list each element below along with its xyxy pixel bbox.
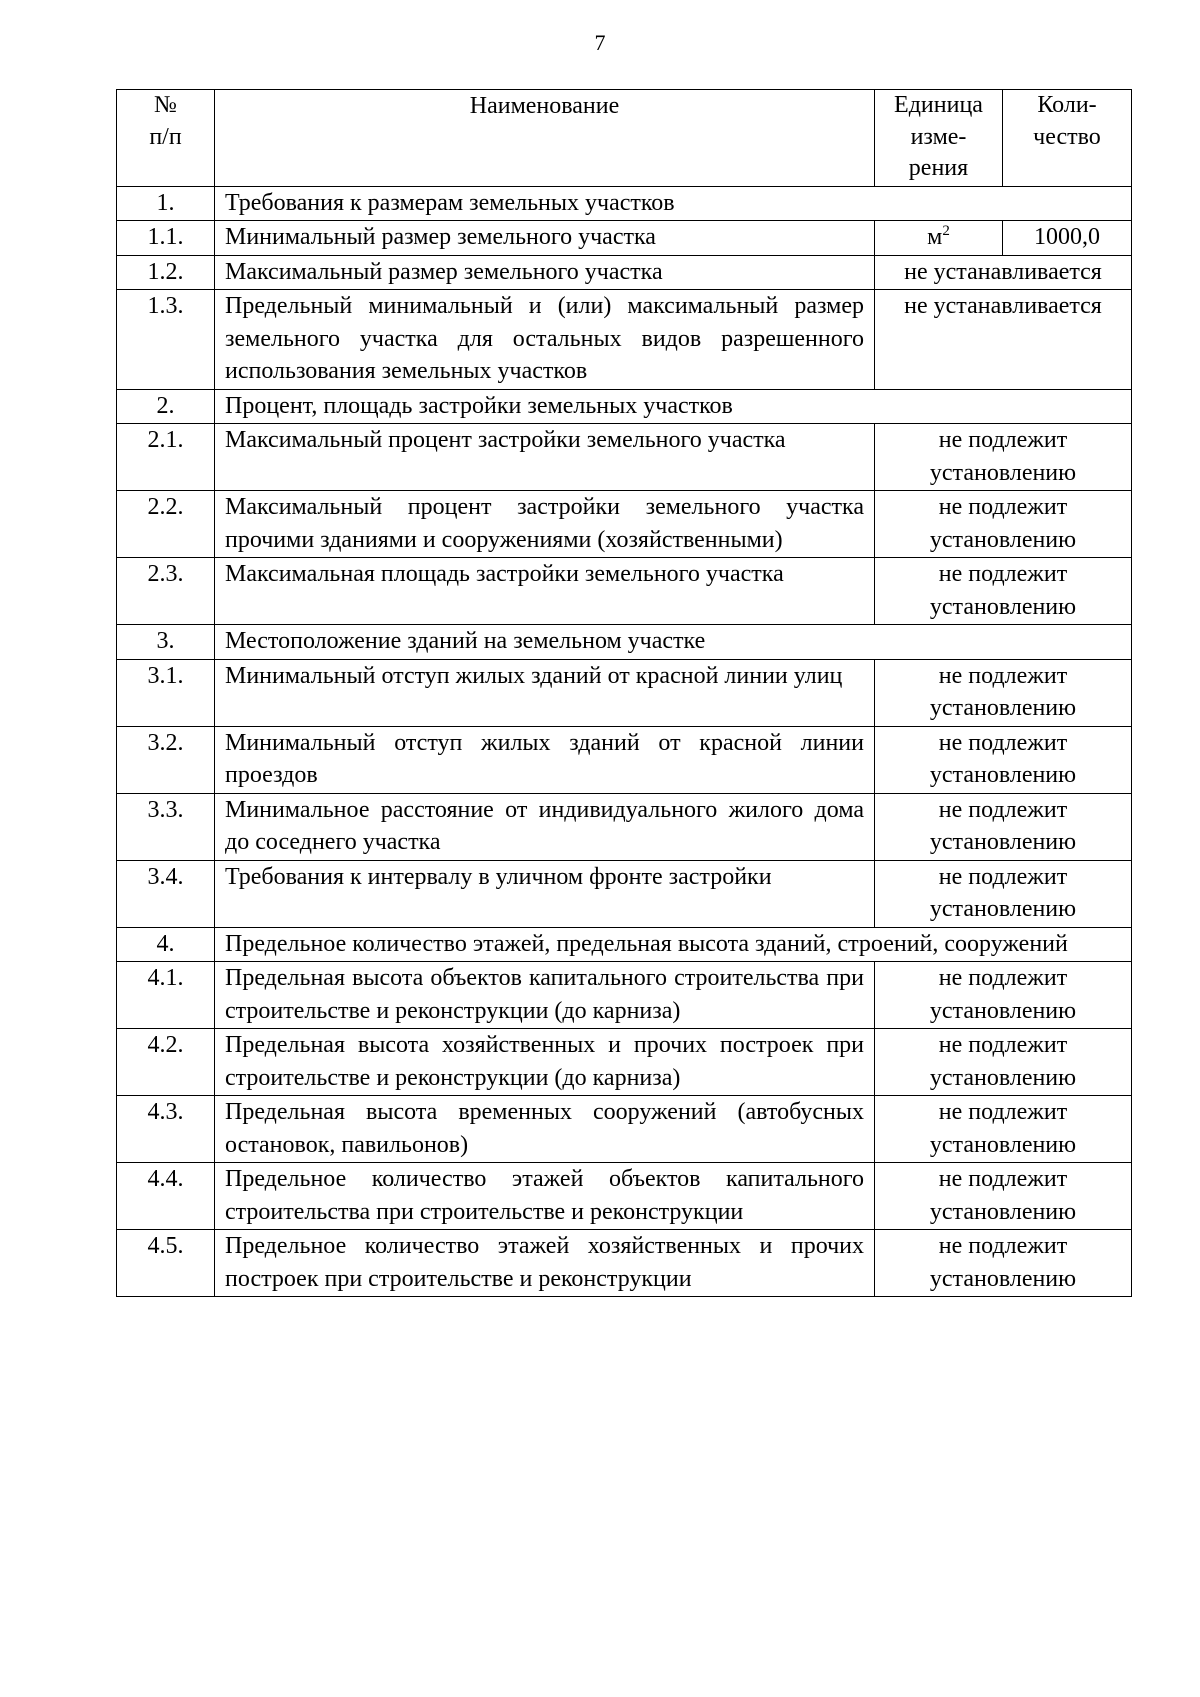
value-line1: не подлежит: [938, 494, 1068, 520]
row-name: Предельная высота объектов капитального строительства при строительстве и реконструкции (до карниза): [215, 962, 875, 1029]
table-row: [117, 962, 1132, 1029]
header-number: [117, 90, 215, 187]
row-number: 1.3.: [117, 290, 215, 390]
row-name: Максимальный размер земельного участка: [215, 255, 875, 290]
value-line1: не подлежит: [938, 1099, 1068, 1125]
row-value: [875, 558, 1132, 625]
header-unit: [875, 90, 1003, 187]
header-quantity: [1003, 90, 1132, 187]
table-row: [117, 186, 1132, 221]
row-number: 3.: [117, 625, 215, 660]
row-number: 4.4.: [117, 1163, 215, 1230]
value-line2: установлению: [929, 459, 1077, 486]
row-value: [875, 1096, 1132, 1163]
row-name: Требования к интервалу в уличном фронте застройки: [215, 860, 875, 927]
row-name: Предельное количество этажей хозяйственных и прочих построек при строительстве и реконструкции: [215, 1230, 875, 1297]
row-number: 1.2.: [117, 255, 215, 290]
row-number: 2.1.: [117, 424, 215, 491]
section-title: Предельное количество этажей, предельная высота зданий, строений, сооружений: [215, 927, 1132, 962]
row-name: Минимальное расстояние от индивидуального жилого дома до соседнего участка: [215, 793, 875, 860]
value-line2: установлению: [929, 593, 1077, 620]
row-number: 3.3.: [117, 793, 215, 860]
parameters-table: [116, 89, 1132, 1297]
value-line2: установлению: [929, 829, 1077, 855]
table-row: [117, 290, 1132, 390]
table-row: [117, 1096, 1132, 1163]
row-value: [875, 1163, 1132, 1230]
row-number: 2.: [117, 389, 215, 424]
table-row: [117, 659, 1132, 726]
value-line1: не подлежит: [938, 1233, 1068, 1259]
row-name: Предельная высота временных сооружений (автобусных остановок, павильонов): [215, 1096, 875, 1163]
row-value: [875, 860, 1132, 927]
row-value: не устанавливается: [875, 290, 1132, 390]
row-number: 2.3.: [117, 558, 215, 625]
value-line1: не подлежит: [938, 662, 1068, 689]
value-line2: установлению: [929, 1198, 1077, 1225]
value-line1: не подлежит: [938, 729, 1068, 756]
table-row: [117, 389, 1132, 424]
value-line1: не подлежит: [938, 796, 1068, 823]
row-number: 4.: [117, 927, 215, 962]
table-row: [117, 424, 1132, 491]
value-line2: установлению: [929, 762, 1077, 788]
header-number-line2: п/п: [149, 123, 182, 150]
table-row: [117, 1163, 1132, 1230]
page-number: 7: [594, 30, 606, 55]
row-value: не устанавливается: [875, 255, 1132, 290]
value-line2: установлению: [929, 1265, 1077, 1292]
row-value: [875, 726, 1132, 793]
row-name: Минимальный отступ жилых зданий от красной линии улиц: [215, 659, 875, 726]
value-line2: установлению: [929, 997, 1077, 1024]
header-quantity-line1: Коли-: [1037, 92, 1097, 118]
unit-superscript: 2: [942, 223, 950, 239]
row-value: [875, 962, 1132, 1029]
value-line2: установлению: [929, 1131, 1077, 1158]
row-name: Предельный минимальный и (или) максимальный размер земельного участка для остальных видов разрешенного использования земельных участков: [215, 290, 875, 390]
row-name: Максимальная площадь застройки земельного участка: [215, 558, 875, 625]
row-number: 4.3.: [117, 1096, 215, 1163]
value-line1: не подлежит: [938, 427, 1068, 453]
row-unit: [875, 221, 1003, 256]
row-value: [875, 793, 1132, 860]
table-row: [117, 860, 1132, 927]
unit-text: м: [927, 224, 943, 250]
row-value: [875, 659, 1132, 726]
value-line2: установлению: [929, 695, 1077, 721]
table-row: [117, 726, 1132, 793]
row-number: 2.2.: [117, 491, 215, 558]
row-number: 1.1.: [117, 221, 215, 256]
row-value: [875, 1230, 1132, 1297]
value-line2: установлению: [929, 896, 1077, 922]
value-line2: установлению: [929, 526, 1077, 553]
row-number: 3.1.: [117, 659, 215, 726]
value-line1: не подлежит: [938, 863, 1068, 890]
table-row: [117, 625, 1132, 660]
header-unit-line3: рения: [908, 155, 969, 181]
value-line1: не подлежит: [938, 1166, 1068, 1192]
header-number-line1: №: [154, 92, 177, 118]
table-row: [117, 1029, 1132, 1096]
header-unit-line2: изме-: [910, 123, 967, 150]
value-line1: не подлежит: [938, 561, 1068, 587]
table-row: [117, 491, 1132, 558]
row-name: Предельное количество этажей объектов капитального строительства при строительстве и реконструкции: [215, 1163, 875, 1230]
value-line1: не подлежит: [938, 965, 1068, 991]
row-value: [875, 491, 1132, 558]
row-name: Минимальный отступ жилых зданий от красной линии проездов: [215, 726, 875, 793]
table-row: [117, 255, 1132, 290]
table-header-row: [117, 90, 1132, 187]
value-line2: установлению: [929, 1064, 1077, 1091]
row-quantity: 1000,0: [1003, 221, 1132, 256]
row-number: 3.4.: [117, 860, 215, 927]
table-row: [117, 221, 1132, 256]
row-name: Минимальный размер земельного участка: [215, 221, 875, 256]
header-quantity-line2: чество: [1033, 123, 1101, 150]
value-line1: не подлежит: [938, 1032, 1068, 1058]
row-value: [875, 424, 1132, 491]
header-name: Наименование: [215, 90, 875, 187]
row-number: 4.5.: [117, 1230, 215, 1297]
row-name: Максимальный процент застройки земельного участка прочими зданиями и сооружениями (хозяйственными): [215, 491, 875, 558]
row-number: 3.2.: [117, 726, 215, 793]
section-title: Местоположение зданий на земельном участке: [215, 625, 1132, 660]
row-number: 1.: [117, 186, 215, 221]
table-row: [117, 1230, 1132, 1297]
row-number: 4.1.: [117, 962, 215, 1029]
header-unit-line1: Единица: [894, 92, 983, 118]
row-name: Максимальный процент застройки земельного участка: [215, 424, 875, 491]
table-row: [117, 793, 1132, 860]
section-title: Требования к размерам земельных участков: [215, 186, 1132, 221]
row-value: [875, 1029, 1132, 1096]
row-name: Предельная высота хозяйственных и прочих построек при строительстве и реконструкции (до карниза): [215, 1029, 875, 1096]
table-row: [117, 558, 1132, 625]
row-number: 4.2.: [117, 1029, 215, 1096]
table-row: [117, 927, 1132, 962]
section-title: Процент, площадь застройки земельных участков: [215, 389, 1132, 424]
